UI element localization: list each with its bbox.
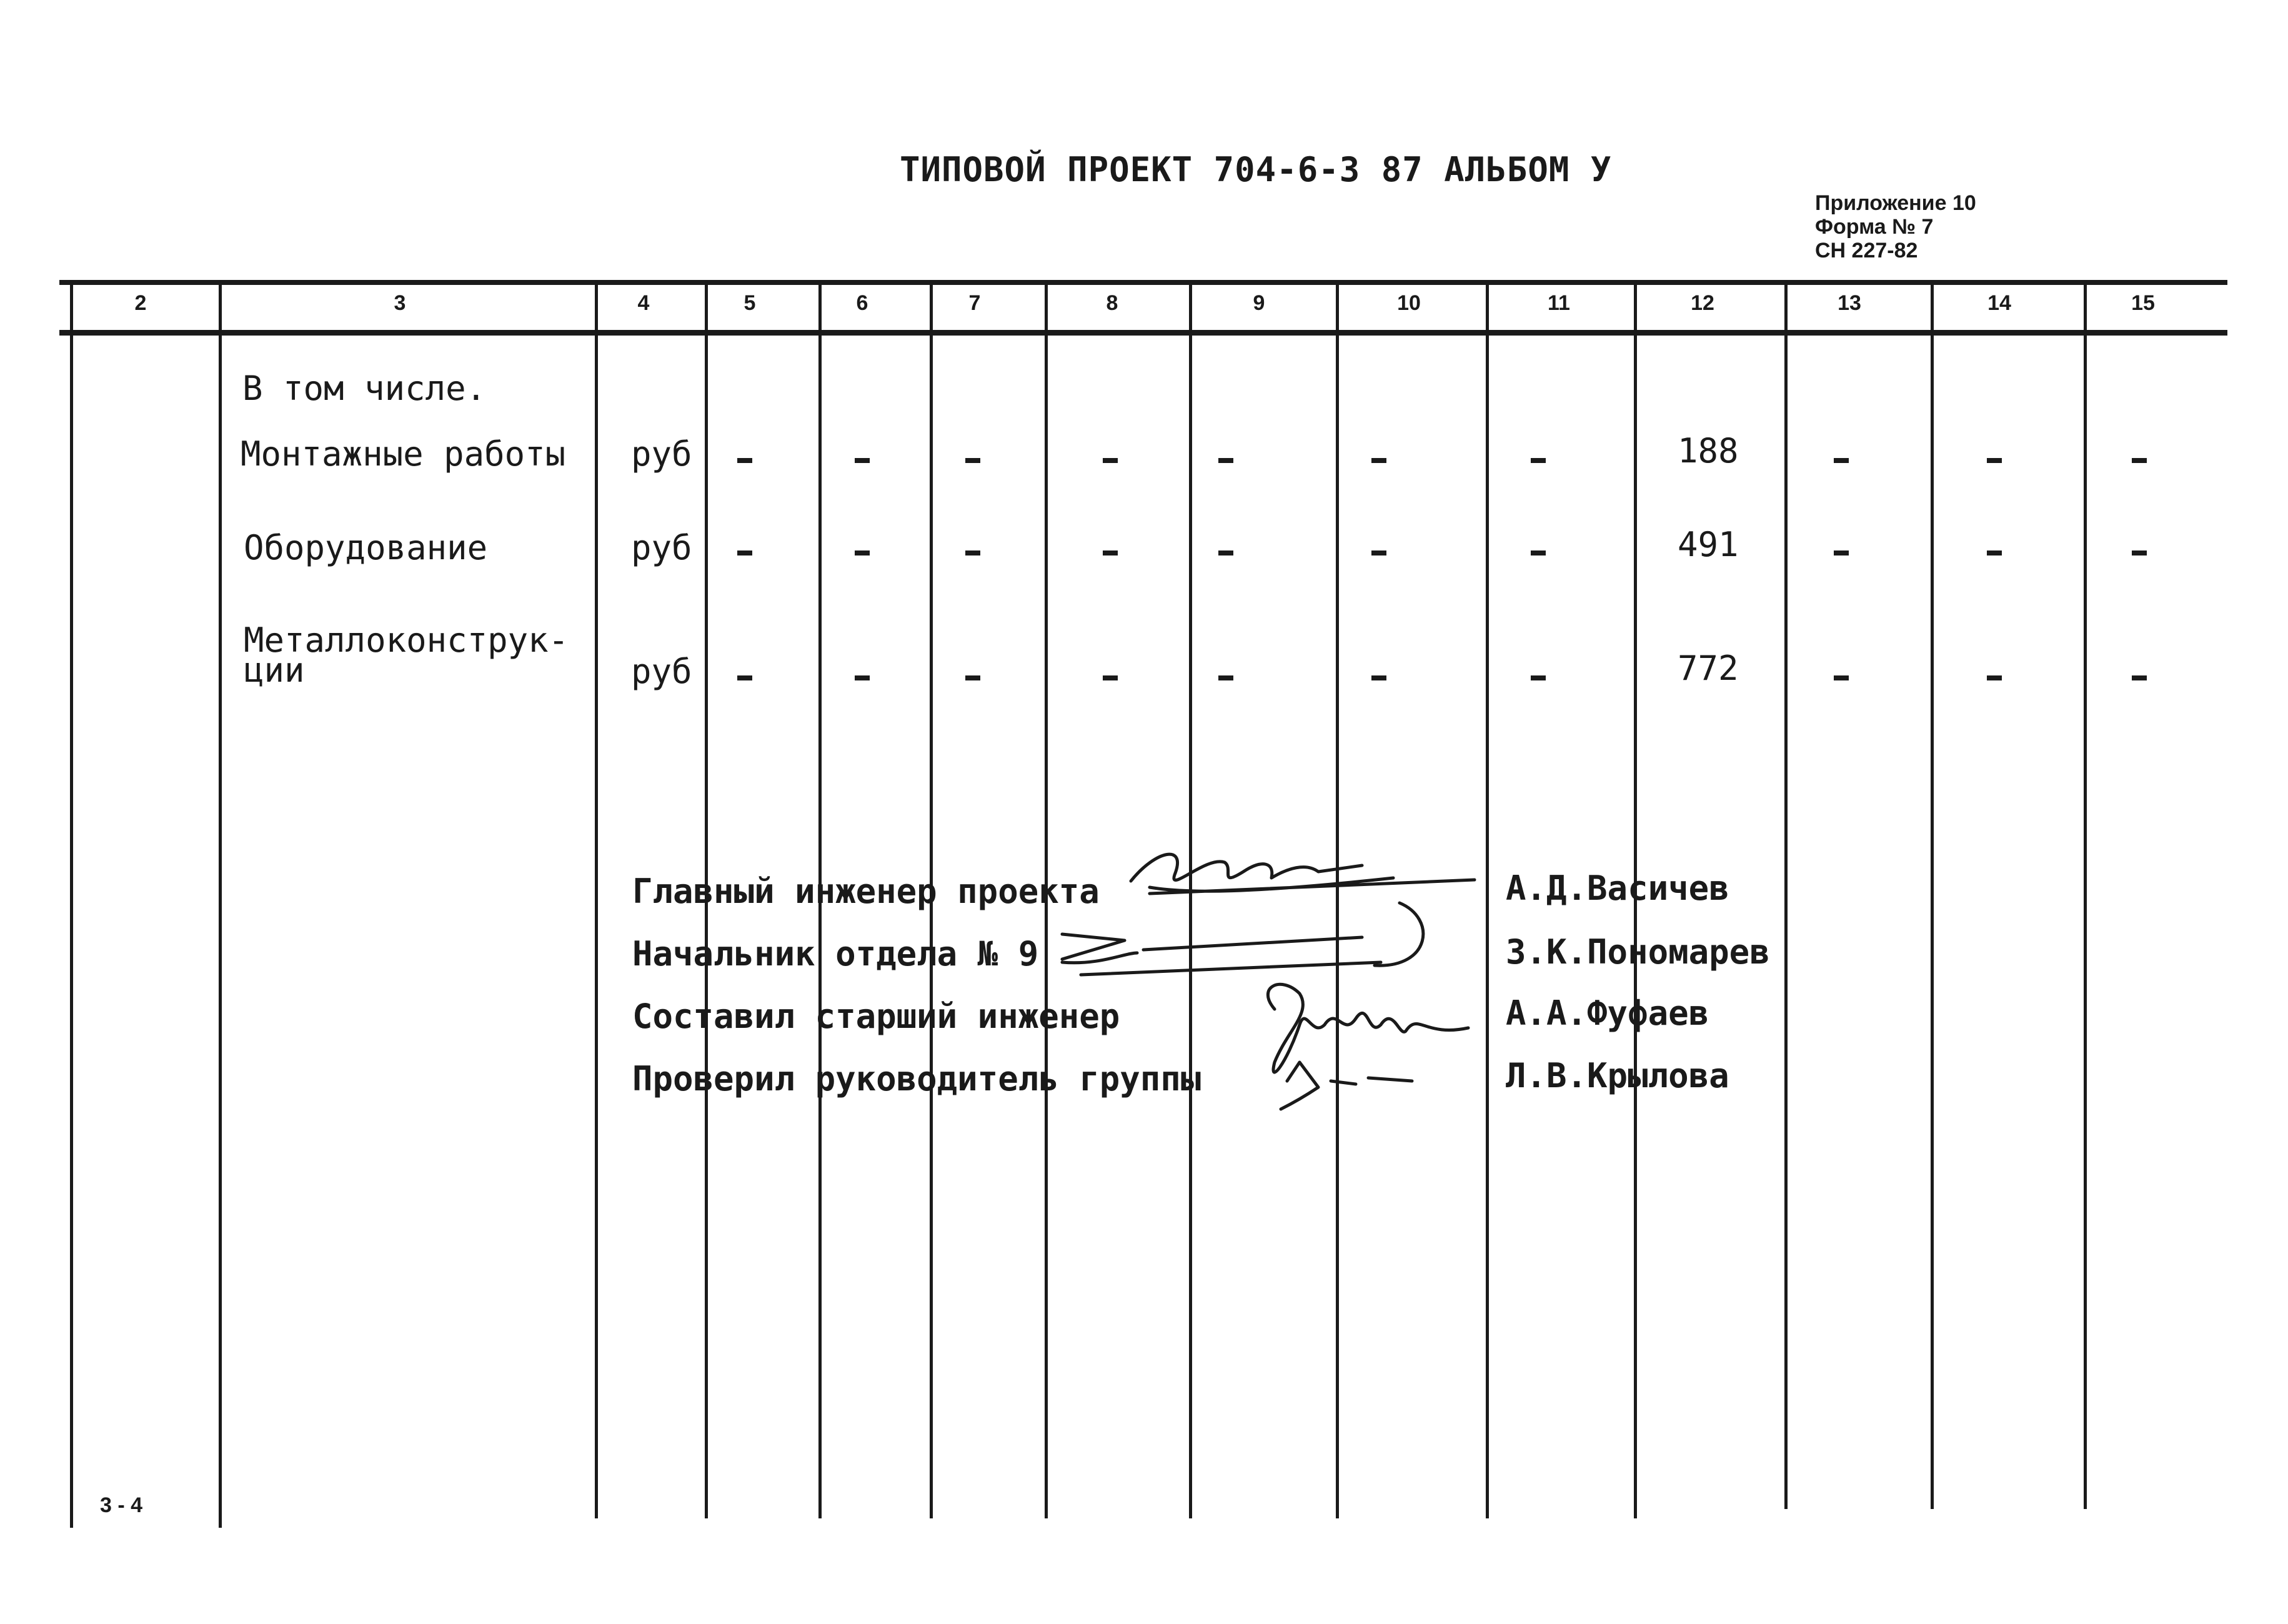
col-header-4: 4: [637, 291, 650, 315]
col-header-10: 10: [1397, 291, 1421, 315]
col-header-15: 15: [2131, 291, 2155, 315]
row-name-metal-2: ции: [244, 650, 305, 690]
col-header-9: 9: [1253, 291, 1265, 315]
col-header-2: 2: [134, 291, 147, 315]
row-unit: руб: [631, 434, 692, 474]
col-header-3: 3: [394, 291, 406, 315]
col-header-13: 13: [1838, 291, 1861, 315]
row-unit: руб: [631, 652, 692, 691]
signature-scribble-checker: [1281, 1062, 1412, 1109]
row-unit: руб: [631, 528, 692, 567]
col-header-11: 11: [1548, 291, 1570, 315]
signature-name: Л.В.Крылова: [1506, 1056, 1729, 1095]
signature-role: Проверил руководитель группы: [632, 1059, 1201, 1098]
appendix-line: Приложение 10: [1815, 191, 1976, 215]
col-header-14: 14: [1987, 291, 2011, 315]
signature-scribble-compiler: [1268, 984, 1468, 1072]
col-header-6: 6: [856, 291, 868, 315]
row-value-col12: 772: [1678, 649, 1739, 688]
signature-name: З.К.Пономарев: [1506, 932, 1770, 972]
row-value-col12: 188: [1678, 431, 1739, 471]
signature-role: Начальник отдела № 9: [632, 934, 1039, 974]
signature-name: А.Д.Васичев: [1506, 869, 1729, 908]
row-name-metal-1: Металлоконструк-: [244, 620, 569, 660]
row-name-installation: Монтажные работы: [241, 434, 566, 474]
signature-role: Составил старший инженер: [632, 997, 1120, 1036]
col-header-12: 12: [1691, 291, 1714, 315]
row-value-col12: 491: [1678, 525, 1739, 564]
row-name-equipment: Оборудование: [244, 528, 488, 567]
col-header-7: 7: [968, 291, 981, 315]
subtitle-in-total: В том числе.: [242, 369, 487, 408]
norm-reference-line: СН 227-82: [1815, 239, 1918, 262]
col-header-8: 8: [1106, 291, 1118, 315]
signature-role: Главный инженер проекта: [632, 872, 1100, 911]
col-header-5: 5: [744, 291, 756, 315]
form-number-line: Форма № 7: [1815, 215, 1934, 239]
signature-scribble-head: [1062, 903, 1423, 975]
signature-name: А.А.Фуфаев: [1506, 994, 1709, 1033]
signature-scribble-chief: [1131, 854, 1475, 894]
page-number: 3 - 4: [100, 1493, 143, 1517]
document-title: ТИПОВОЙ ПРОЕКТ 704-6-3 87 АЛЬБОМ У: [900, 150, 1612, 189]
